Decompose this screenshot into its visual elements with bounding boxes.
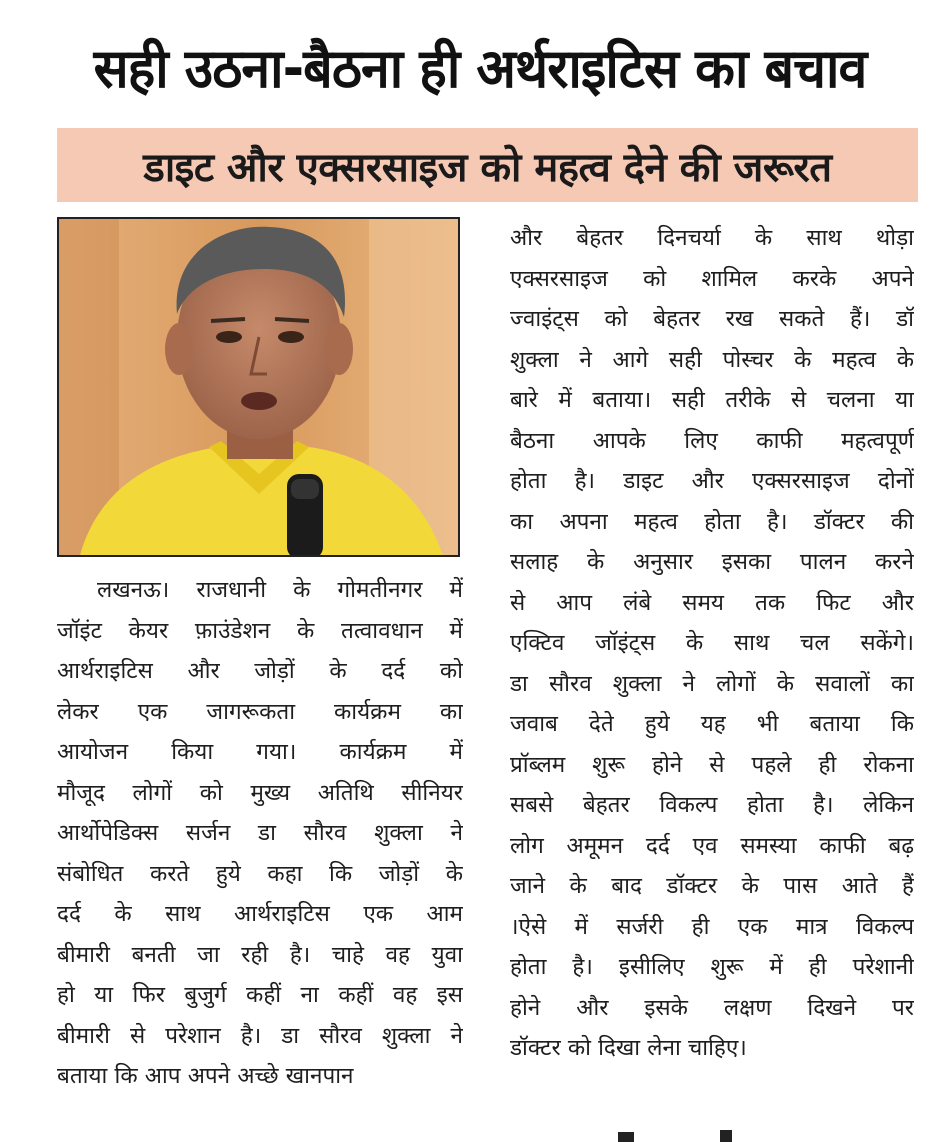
article-line: ज्वाइंट्स को बेहतर रख सकते हैं। डॉ: [510, 306, 914, 332]
article-line: प्रॉब्लम शुरू होने से पहले ही रोकना: [510, 751, 914, 778]
article-line: एक्टिव जॉइंट्स के साथ चल सकेंगे।: [510, 630, 914, 656]
article-line: बैठना आपके लिए काफी महत्वपूर्ण: [510, 427, 914, 454]
article-line: दर्द के साथ आर्थराइटिस एक आम: [57, 901, 463, 927]
article-line: होने और इसके लक्षण दिखने पर: [510, 994, 914, 1021]
article-line: होता है। इसीलिए शुरू में ही परेशानी: [510, 954, 914, 980]
article-line: आर्थोपेडिक्स सर्जन डा सौरव शुक्ला ने: [57, 820, 463, 846]
article-line: जॉइंट केयर फ़ाउंडेशन के तत्वावधान में: [57, 617, 463, 644]
article-line: लोग अमूमन दर्द एव समस्या काफी बढ़: [510, 832, 914, 859]
article-line: एक्सरसाइज को शामिल करके अपने: [510, 265, 914, 292]
article-line: लेकर एक जागरूकता कार्यक्रम का: [57, 698, 463, 725]
article-line: बीमारी बनती जा रही है। चाहे वह युवा: [57, 941, 463, 968]
article-line: बारे में बताया। सही तरीके से चलना या: [510, 387, 914, 413]
article-line: सलाह के अनुसार इसका पालन करने: [510, 549, 914, 575]
subheadline-banner: [57, 128, 918, 202]
article-line: होता है। डाइट और एक्सरसाइज दोनों: [510, 468, 914, 494]
article-line: से आप लंबे समय तक फिट और: [510, 589, 914, 616]
article-line: और बेहतर दिनचर्या के साथ थोड़ा: [510, 225, 914, 251]
article-line: लखनऊ। राजधानी के गोमतीनगर में: [97, 577, 463, 603]
article-line: आयोजन किया गया। कार्यक्रम में: [57, 739, 463, 765]
article-column-left: [57, 570, 463, 1097]
article-line: का अपना महत्व होता है। डॉक्टर की: [510, 508, 914, 535]
article-line: सबसे बेहतर विकल्प होता है। लेकिन: [510, 792, 914, 818]
headline: सही उठना-बैठना ही अर्थराइटिस का बचाव: [93, 37, 867, 100]
article-line: डॉक्टर को दिखा लेना चाहिए।: [510, 1035, 747, 1061]
article-line: जवाब देते हुये यह भी बताया कि: [510, 711, 914, 737]
article-line: हो या फिर बुजुर्ग कहीं ना कहीं वह इस: [57, 982, 463, 1008]
article-line: मौजूद लोगों को मुख्य अतिथि सीनियर: [57, 779, 463, 806]
article-line: बताया कि आप अपने अच्छे खानपान: [57, 1063, 354, 1089]
article-line: शुक्ला ने आगे सही पोस्चर के महत्व के: [510, 346, 914, 373]
article-line: आर्थराइटिस और जोड़ों के दर्द को: [57, 658, 463, 684]
article-line: ।ऐसे में सर्जरी ही एक मात्र विकल्प: [510, 913, 914, 940]
article-line: संबोधित करते हुये कहा कि जोड़ों के: [57, 860, 463, 887]
article-line: जाने के बाद डॉक्टर के पास आते हैं: [510, 873, 914, 899]
article-column-right: [510, 218, 914, 1069]
next-article-crop: [600, 1128, 740, 1142]
speaker-photo: [57, 217, 460, 557]
article-line: डा सौरव शुक्ला ने लोगों के सवालों का: [510, 670, 914, 697]
article-line: बीमारी से परेशान है। डा सौरव शुक्ला ने: [57, 1022, 463, 1049]
subheadline: डाइट और एक्सरसाइज को महत्व देने की जरूरत: [143, 144, 832, 191]
